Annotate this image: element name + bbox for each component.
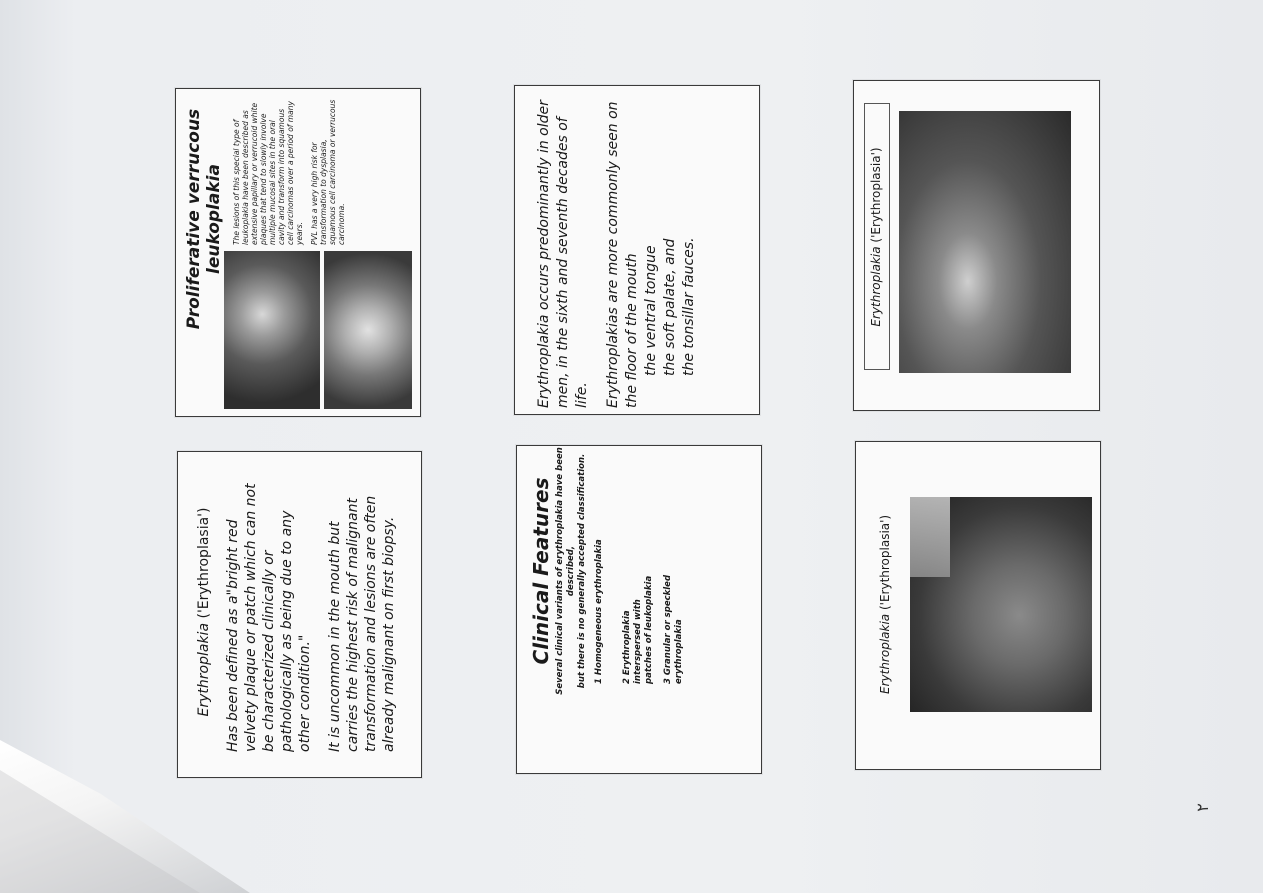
- pvl-bullet-2: PVL has a very high risk for transformation to dysplasia, squamous cell carcinoma or verrucous carcinoma.: [310, 99, 346, 245]
- caption-term: Erythroplakia: [869, 246, 883, 327]
- page-mark: ۲: [1192, 803, 1212, 812]
- pvl-bullets: [232, 99, 346, 245]
- slide-content: [529, 446, 685, 696]
- erythroplakia-photo-2: [899, 111, 1071, 373]
- caption-term: Erythroplakia: [878, 613, 892, 694]
- definition-text: Has been defined as a"bright red velvety plaque or patch which can not be characterized clinically or pathologically as being due to any other condition.": [225, 483, 313, 752]
- pvl-bullet-1: The lesions of this special type of leukoplakia have been described as extensive papillary or verrucoid white plaques that tend to slowly involve multiple mucosal sites in the oral cavity and transform into squamous cell carcinomas over a period of many years.: [232, 101, 304, 245]
- slide-erythroplakia-definition: [177, 451, 422, 778]
- title-term: Erythroplakia: [196, 622, 212, 717]
- caption-box: [864, 103, 890, 370]
- slide-title: Clinical Features: [529, 477, 553, 665]
- caption-paren: ('Erythroplasia'): [878, 514, 892, 614]
- slide-content: [196, 472, 398, 752]
- variant-3: 3 Granular or speckled erythroplakia: [663, 574, 684, 684]
- slide-title: Proliferative verrucous leukoplakia: [184, 108, 224, 330]
- slide-erythroplakia-epidemiology: [514, 85, 760, 415]
- slide-title: [196, 472, 212, 752]
- slide-clinical-features: [516, 445, 762, 774]
- site-1: the ventral tongue: [643, 245, 659, 376]
- photo-caption: [878, 454, 892, 694]
- teeth-highlight: [910, 497, 950, 577]
- site-2: the soft palate, and: [662, 238, 678, 376]
- variant-2: 2 Erythroplakia interspersed with patches of leukoplakia: [622, 575, 654, 684]
- intro-line-2: but there is no generally accepted classification.: [577, 453, 587, 689]
- pvl-photo-1: [224, 251, 320, 409]
- variant-1: 1 Homogeneous erythroplakia: [594, 539, 604, 684]
- site-text: Erythroplakias are more commonly seen on the floor of the mouth: [605, 101, 640, 408]
- photo-caption: [869, 112, 883, 362]
- pvl-photo-2: [324, 251, 412, 409]
- title-paren: ('Erythroplasia'): [196, 507, 212, 623]
- site-3: the tonsillar fauces.: [681, 237, 697, 376]
- slide-erythroplakia-photo-2: [853, 80, 1100, 411]
- slide-pvl: [175, 88, 421, 417]
- epidemiology-text: Erythroplakia occurs predominantly in older men, in the sixth and seventh decades of life.: [536, 100, 590, 408]
- caption-paren: ('Erythroplasia'): [869, 147, 883, 247]
- risk-text: It is uncommon in the mouth but carries the highest risk of malignant transformation and lesions are often already malignant on first biopsy.: [327, 495, 397, 752]
- slide-erythroplakia-photo-1: [855, 441, 1101, 770]
- slide-title-block: [184, 99, 224, 409]
- intro-line-1: Several clinical variants of erythroplakia have been described,: [555, 447, 576, 695]
- slide-content: [535, 96, 699, 408]
